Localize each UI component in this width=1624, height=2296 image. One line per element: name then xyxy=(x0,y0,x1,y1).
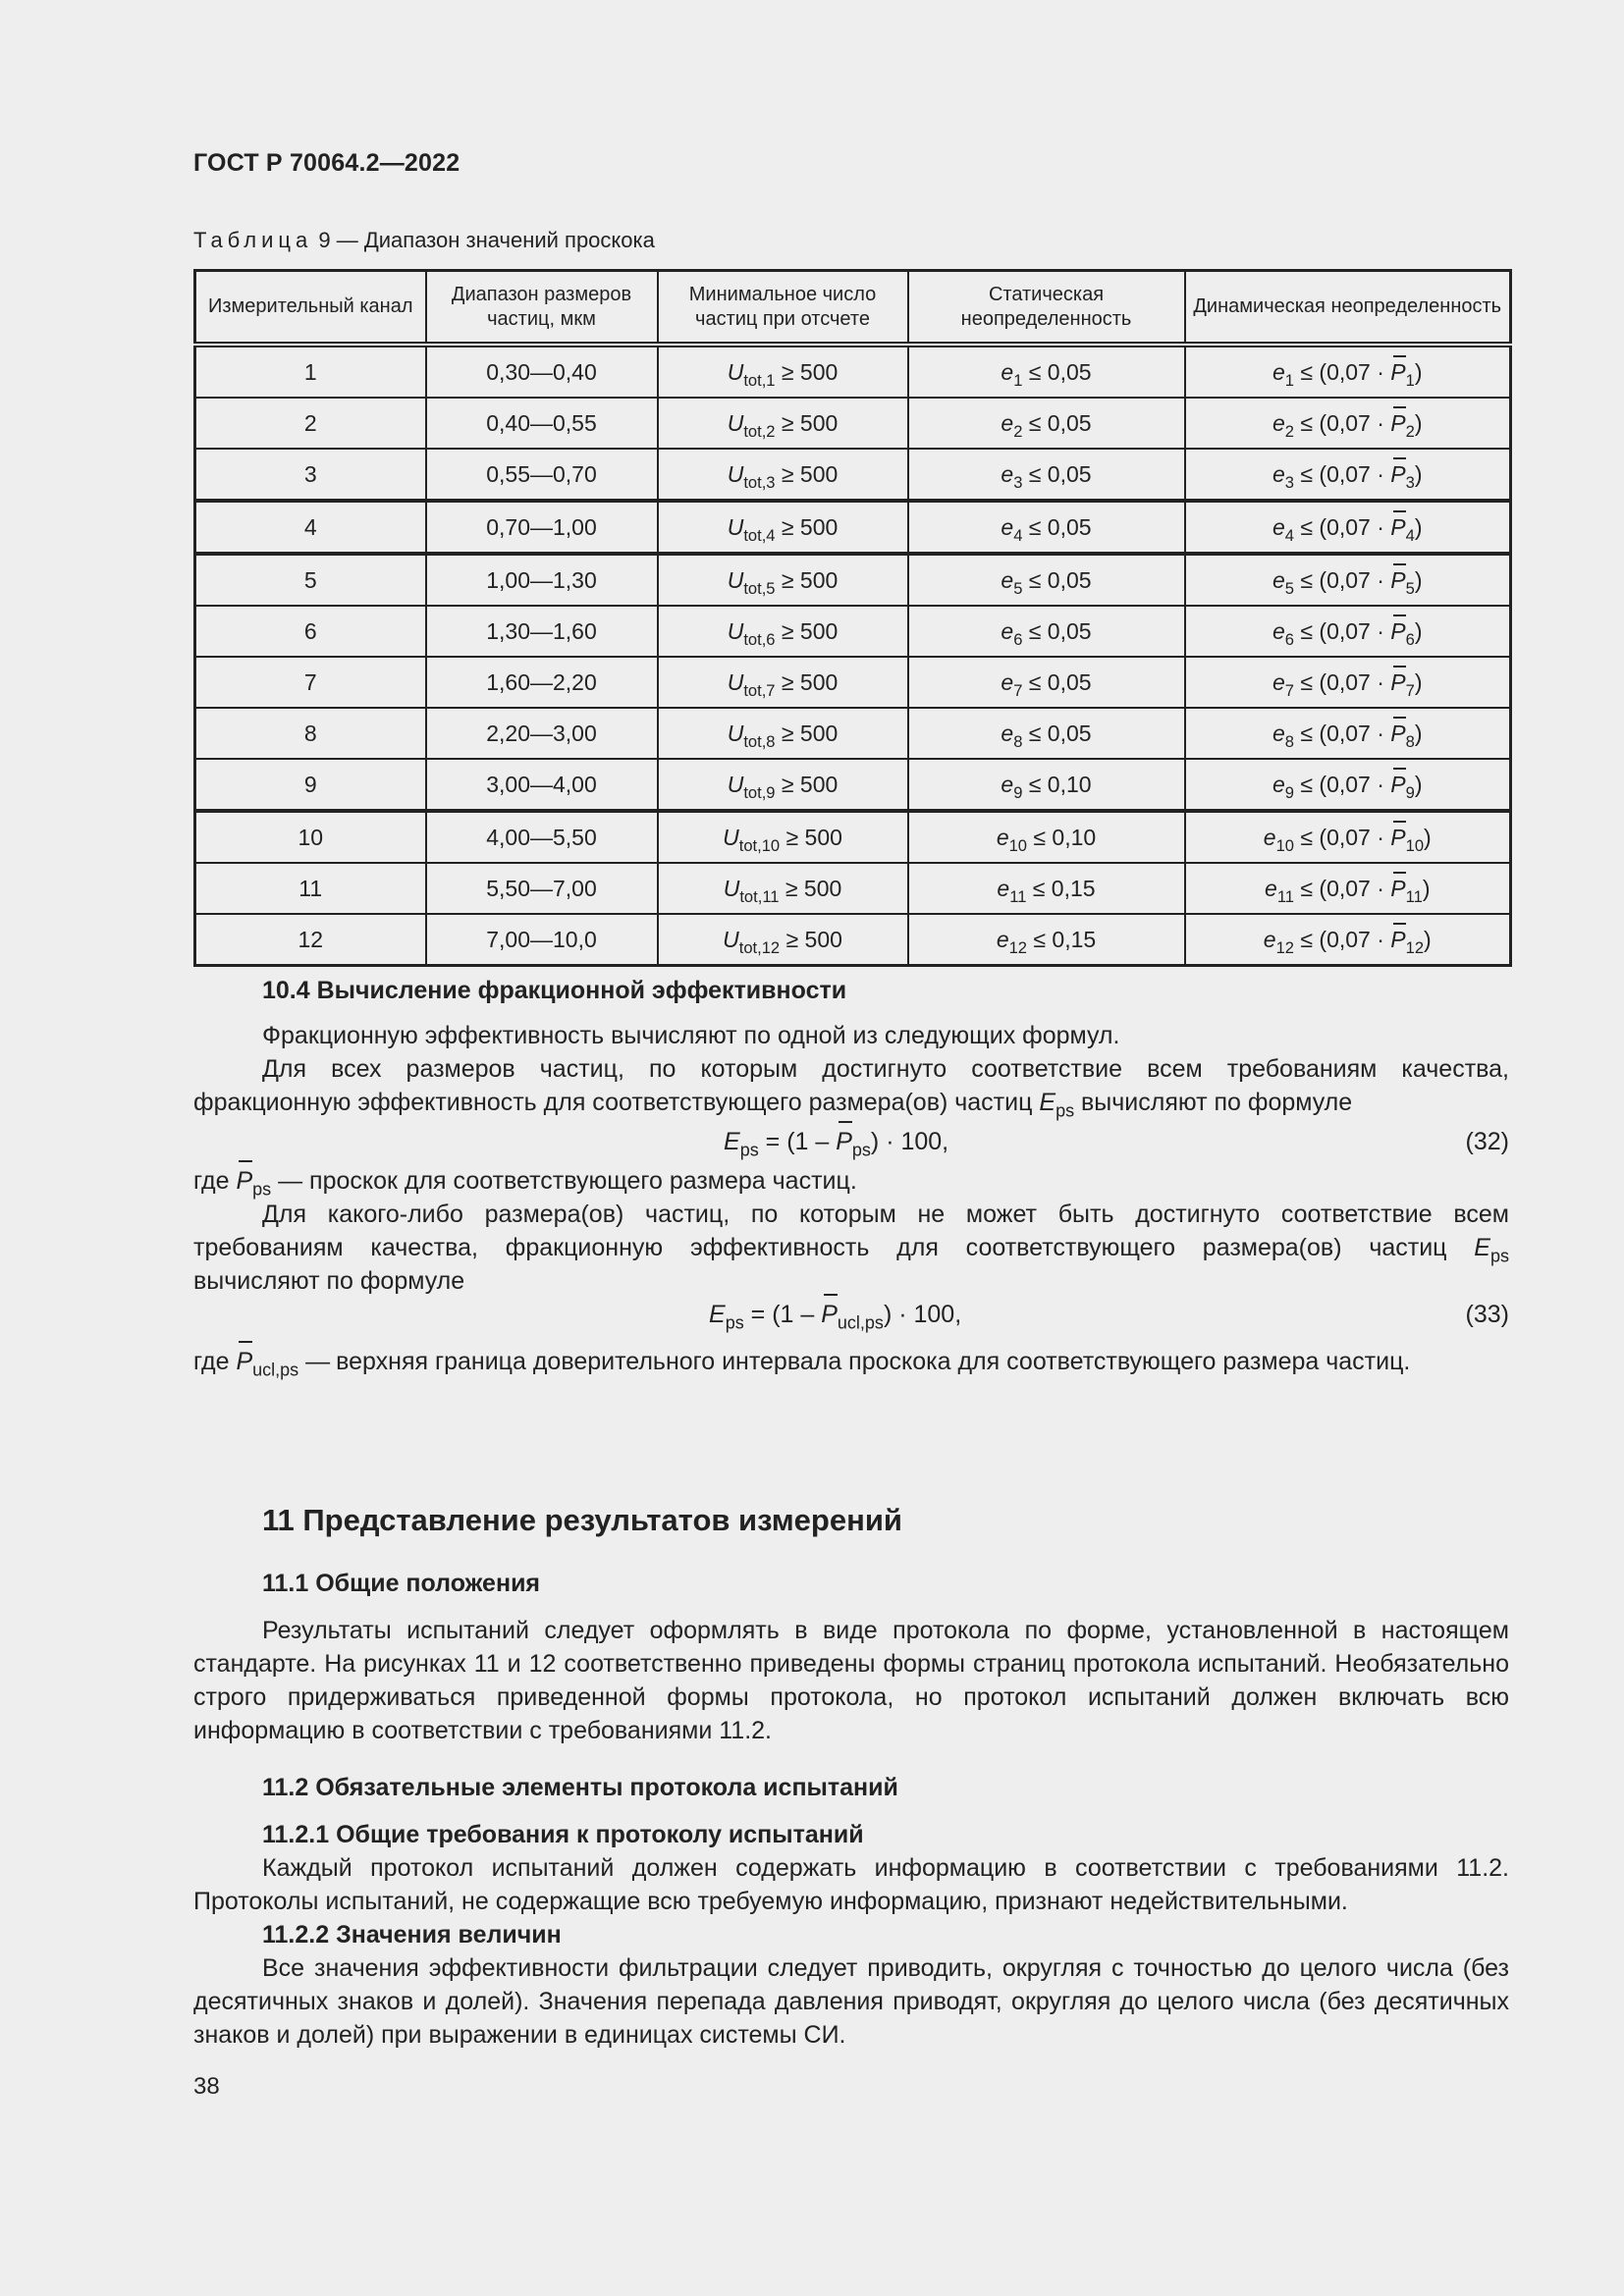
table-row xyxy=(195,554,1511,606)
formula-32-expression: $E_{ps} = (1 - P_{ps}) \cdot 100$, xyxy=(724,1125,948,1158)
cell-dynamic-uncertainty: $e_4 \le (0,07 \cdot P_4)$ xyxy=(1185,501,1511,554)
formula-32 xyxy=(193,1125,1509,1164)
paragraph-10-4-p3-line2: требованиям качества, фракционную эффективность для соответствующего размера(ов) частиц $E_{ps}$ xyxy=(193,1234,1509,1266)
where-p-ps: где $P_{ps}$ — проскок для соответствующего размера частиц. xyxy=(193,1164,1509,1198)
section-10-4-heading: 10.4 Вычисление фракционной эффективности xyxy=(262,977,847,1004)
cell-dynamic-uncertainty: $e_5 \le (0,07 \cdot P_5)$ xyxy=(1185,554,1511,606)
table-row xyxy=(195,657,1511,708)
cell-channel: 1 xyxy=(195,345,426,398)
table-row xyxy=(195,811,1511,863)
table-row xyxy=(195,449,1511,501)
cell-static-uncertainty: $e_8 \le 0,05$ xyxy=(908,708,1185,759)
formula-33-expression: $E_{ps} = (1 - P_{ucl,ps}) \cdot 100$, xyxy=(709,1298,961,1331)
table-9-breakthrough-range xyxy=(193,269,1512,967)
formula-33-number: (33) xyxy=(1465,1301,1509,1328)
cell-channel: 7 xyxy=(195,657,426,708)
cell-min-count: $U_{tot,7} \ge 500$ xyxy=(658,657,908,708)
formula-32-number: (32) xyxy=(1465,1128,1509,1155)
where-p-ucl-ps: где $P_{ucl,ps}$ — верхняя граница доверительного интервала проскока для соответствующего размера частиц. xyxy=(193,1345,1509,1378)
cell-size-range: 1,60—2,20 xyxy=(426,657,658,708)
column-header-size-range: Диапазон размеров частиц, мкм xyxy=(426,271,658,346)
cell-channel: 9 xyxy=(195,759,426,811)
cell-dynamic-uncertainty: $e_1 \le (0,07 \cdot P_1)$ xyxy=(1185,345,1511,398)
section-11-2-1-heading: 11.2.1 Общие требования к протоколу испытаний xyxy=(262,1821,864,1848)
paragraph-10-4-p3-line1: Для какого-либо размера(ов) частиц, по которым не может быть достигнуто соответствие всем xyxy=(262,1201,1509,1228)
table-row xyxy=(195,398,1511,449)
cell-static-uncertainty: $e_9 \le 0,10$ xyxy=(908,759,1185,811)
section-10-4 xyxy=(193,974,1509,1378)
cell-min-count: $U_{tot,9} \ge 500$ xyxy=(658,759,908,811)
cell-static-uncertainty: $e_{10} \le 0,10$ xyxy=(908,811,1185,863)
cell-channel: 2 xyxy=(195,398,426,449)
section-11-2-2-text: Все значения эффективности фильтрации следует приводить, округляя с точностью до целого числа (без десятичных знаков и долей). Значения перепада давления приводят, округляя до целого числа (без десятичных знаков и долей) при выражении в единицах системы СИ. xyxy=(193,1954,1509,2049)
cell-min-count: $U_{tot,1} \ge 500$ xyxy=(658,345,908,398)
cell-min-count: $U_{tot,11} \ge 500$ xyxy=(658,863,908,914)
cell-min-count: $U_{tot,2} \ge 500$ xyxy=(658,398,908,449)
cell-dynamic-uncertainty: $e_{11} \le (0,07 \cdot P_{11})$ xyxy=(1185,863,1511,914)
cell-static-uncertainty: $e_7 \le 0,05$ xyxy=(908,657,1185,708)
cell-dynamic-uncertainty: $e_8 \le (0,07 \cdot P_8)$ xyxy=(1185,708,1511,759)
cell-min-count: $U_{tot,12} \ge 500$ xyxy=(658,914,908,966)
cell-dynamic-uncertainty: $e_2 \le (0,07 \cdot P_2)$ xyxy=(1185,398,1511,449)
cell-min-count: $U_{tot,6} \ge 500$ xyxy=(658,606,908,657)
table-row xyxy=(195,863,1511,914)
cell-dynamic-uncertainty: $e_{12} \le (0,07 \cdot P_{12})$ xyxy=(1185,914,1511,966)
cell-dynamic-uncertainty: $e_9 \le (0,07 \cdot P_9)$ xyxy=(1185,759,1511,811)
cell-static-uncertainty: $e_3 \le 0,05$ xyxy=(908,449,1185,501)
section-11-heading: 11 Представление результатов измерений xyxy=(262,1503,902,1537)
cell-channel: 6 xyxy=(195,606,426,657)
cell-min-count: $U_{tot,4} \ge 500$ xyxy=(658,501,908,554)
cell-size-range: 1,00—1,30 xyxy=(426,554,658,606)
table-row xyxy=(195,345,1511,398)
table-row xyxy=(195,501,1511,554)
section-11-2-1-text: Каждый протокол испытаний должен содержать информацию в соответствии с требованиями 11.2. Протоколы испытаний, не содержащие всю требуемую информацию, признают недействительными. xyxy=(193,1854,1509,1915)
cell-min-count: $U_{tot,10} \ge 500$ xyxy=(658,811,908,863)
cell-dynamic-uncertainty: $e_{10} \le (0,07 \cdot P_{10})$ xyxy=(1185,811,1511,863)
cell-channel: 10 xyxy=(195,811,426,863)
cell-channel: 3 xyxy=(195,449,426,501)
paragraph-10-4-intro: Фракционную эффективность вычисляют по одной из следующих формул. xyxy=(262,1022,1120,1049)
cell-dynamic-uncertainty: $e_7 \le (0,07 \cdot P_7)$ xyxy=(1185,657,1511,708)
cell-channel: 5 xyxy=(195,554,426,606)
table-caption-word: Таблица xyxy=(193,228,313,252)
column-header-min-count: Минимальное число частиц при отсчете xyxy=(658,271,908,346)
page-number: 38 xyxy=(193,2073,220,2100)
cell-size-range: 0,70—1,00 xyxy=(426,501,658,554)
cell-channel: 8 xyxy=(195,708,426,759)
section-11-1-heading: 11.1 Общие положения xyxy=(262,1570,541,1597)
section-11-2-2-heading: 11.2.2 Значения величин xyxy=(262,1921,562,1949)
cell-size-range: 5,50—7,00 xyxy=(426,863,658,914)
cell-min-count: $U_{tot,3} \ge 500$ xyxy=(658,449,908,501)
section-11 xyxy=(193,1504,1509,2052)
table-row xyxy=(195,759,1511,811)
cell-size-range: 4,00—5,50 xyxy=(426,811,658,863)
paragraph-10-4-line1: Для всех размеров частиц, по которым достигнуто соответствие всем требованиям качества, xyxy=(262,1055,1509,1083)
column-header-dynamic-uncertainty: Динамическая неопределенность xyxy=(1185,271,1511,346)
table-caption xyxy=(193,228,655,253)
cell-dynamic-uncertainty: $e_3 \le (0,07 \cdot P_3)$ xyxy=(1185,449,1511,501)
cell-size-range: 0,40—0,55 xyxy=(426,398,658,449)
column-header-static-uncertainty: Статическая неопределенность xyxy=(908,271,1185,346)
table-body xyxy=(195,345,1511,966)
column-header-channel: Измерительный канал xyxy=(195,271,426,346)
cell-static-uncertainty: $e_1 \le 0,05$ xyxy=(908,345,1185,398)
cell-dynamic-uncertainty: $e_6 \le (0,07 \cdot P_6)$ xyxy=(1185,606,1511,657)
cell-min-count: $U_{tot,5} \ge 500$ xyxy=(658,554,908,606)
cell-size-range: 2,20—3,00 xyxy=(426,708,658,759)
table-row xyxy=(195,708,1511,759)
table-caption-title: 9 — Диапазон значений проскока xyxy=(318,228,655,252)
cell-channel: 12 xyxy=(195,914,426,966)
cell-static-uncertainty: $e_2 \le 0,05$ xyxy=(908,398,1185,449)
cell-size-range: 7,00—10,0 xyxy=(426,914,658,966)
table-row xyxy=(195,606,1511,657)
cell-channel: 4 xyxy=(195,501,426,554)
cell-channel: 11 xyxy=(195,863,426,914)
section-11-1-text: Результаты испытаний следует оформлять в виде протокола по форме, установленной в настоящем стандарте. На рисунках 11 и 12 соответственно приведены формы страниц протокола испытаний. Необязательно строго придерживаться приведенной формы протокола, но протокол испытаний должен включать всю информацию в соответствии с требованиями 11.2. xyxy=(193,1617,1509,1744)
cell-static-uncertainty: $e_5 \le 0,05$ xyxy=(908,554,1185,606)
cell-static-uncertainty: $e_6 \le 0,05$ xyxy=(908,606,1185,657)
paragraph-10-4-p3-line3: вычисляют по формуле xyxy=(193,1267,465,1295)
cell-size-range: 0,55—0,70 xyxy=(426,449,658,501)
cell-size-range: 3,00—4,00 xyxy=(426,759,658,811)
cell-size-range: 0,30—0,40 xyxy=(426,345,658,398)
paragraph-10-4-line2: фракционную эффективность для соответствующего размера(ов) частиц $E_{ps}$ вычисляют по формуле xyxy=(193,1089,1353,1121)
table-row xyxy=(195,914,1511,966)
formula-33 xyxy=(193,1298,1509,1337)
cell-min-count: $U_{tot,8} \ge 500$ xyxy=(658,708,908,759)
cell-static-uncertainty: $e_4 \le 0,05$ xyxy=(908,501,1185,554)
cell-static-uncertainty: $e_{12} \le 0,15$ xyxy=(908,914,1185,966)
table-header-row xyxy=(195,271,1511,346)
cell-static-uncertainty: $e_{11} \le 0,15$ xyxy=(908,863,1185,914)
section-11-2-heading: 11.2 Обязательные элементы протокола испытаний xyxy=(262,1774,898,1801)
document-code: ГОСТ Р 70064.2—2022 xyxy=(193,149,460,177)
cell-size-range: 1,30—1,60 xyxy=(426,606,658,657)
